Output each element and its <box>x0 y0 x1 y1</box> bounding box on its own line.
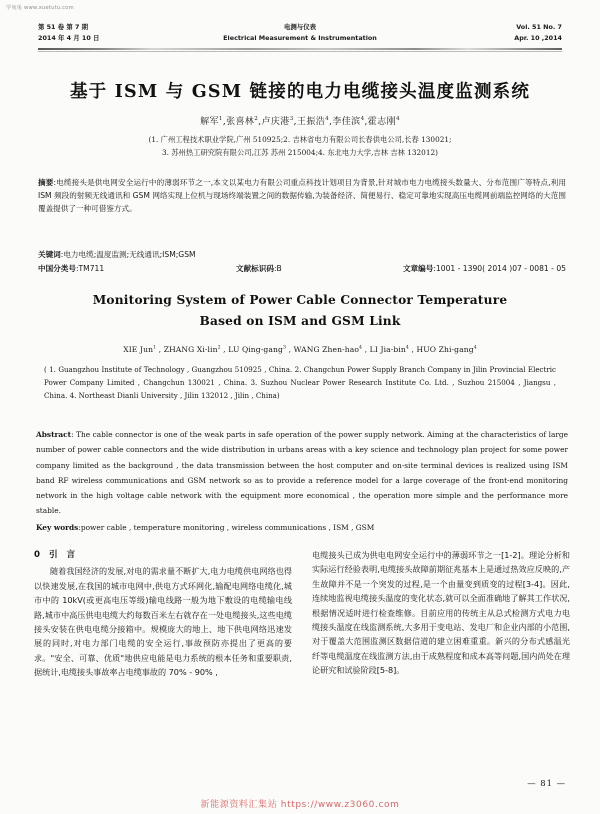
running-head-center <box>223 22 377 43</box>
volume-issue: 第 51 卷 第 7 期 <box>38 23 89 31</box>
top-watermark: 学兔兔 www.xuetutu.com <box>6 5 74 11</box>
authors-cn: 解军$^1$,张喜林$^2$,卢庆港$^3$,王振浩$^4$,李佳滨$^4$,霍志刚$^4$ <box>200 116 400 127</box>
body-column-right <box>312 548 570 678</box>
header-rule-thin <box>38 51 562 52</box>
abstract-en-label: Abstract <box>36 430 72 439</box>
clc-number <box>38 262 104 275</box>
body-column-left <box>34 548 292 680</box>
journal-name-en: Electrical Measurement & Instrumentation <box>223 34 377 42</box>
abstract-en <box>36 427 568 519</box>
page-title-en-line2: Based on ISM and GSM Link <box>199 314 401 328</box>
metadata-row <box>38 262 566 275</box>
running-head-left <box>38 22 99 43</box>
keywords-cn-text: :电力电缆;温度监测;无线通讯;ISM;GSM <box>60 250 196 259</box>
section-heading-introduction: 0 引 言 <box>34 550 79 560</box>
body-columns <box>34 548 570 770</box>
journal-name-cn: 电测与仪表 <box>284 23 316 31</box>
page-title-en-line1: Monitoring System of Power Cable Connector Temperature <box>92 293 508 307</box>
volume-issue-en: Vol. 51 No. 7 <box>516 23 562 31</box>
article-number-value: :1001 - 1390( 2014 )07 - 0081 - 05 <box>433 264 566 273</box>
keywords-en-label: Key words <box>36 523 79 532</box>
keywords-en-text: :power cable , temperature monitoring , wireless communications , ISM , GSM <box>78 523 375 532</box>
header-rule <box>38 48 562 50</box>
running-head <box>38 22 562 48</box>
affiliation-en: ( 1. Guangzhou Institute of Technology , Guangzhou 510925 , China. 2. Changchun Power Supply Branch Company in Jilin Provincial Electric Power Company Limited , Changchun 130021 , China. 3. Suzhou Nuclear Power Research Institute Co. Ltd. , Suzhou 215004 , Jiangsu , China. 4. Northeast Dianli University , Jilin 132012 , Jilin , China) <box>44 365 556 401</box>
clc-value: :TM711 <box>75 264 105 273</box>
clc-label: 中国分类号 <box>38 264 76 273</box>
affiliation-cn <box>52 134 548 159</box>
body-paragraph-right: 电缆接头已成为供电电网安全运行中的薄弱环节之一[1-2]。理论分析和实际运行经验表明,电缆接头故障前期征兆基本上是通过热效应反映的,产生故障并不是一个突发的过程,是一个由量变到质变的过程[3-4]。因此,连续地监视电缆接头温度的变化状态,就可以全面准确地了解其工作状况,根据情况适时进行检查维修。目前应用的传统主从总式检测方式电力电缆接头温度在线监测系统,大多用于变电站、发电厂和企业内部的小范围,对于覆盖大范围监测区数据信道的建立困难重重。新兴的分布式感温光纤等电缆温度在线监测方法,由于成熟程度和成本高等问题,国内尚处在理论研究和试验阶段[5-8]。 <box>312 550 570 676</box>
running-head-right <box>514 22 562 43</box>
doc-code-value: :B <box>273 264 282 273</box>
abstract-en-text: : The cable connector is one of the weak parts in safe operation of the power supply network. Aiming at the characteristics of large number of power cable connectors and the wide distribution in urbans areas with a key science and technology plan project for some power company limited as the background , the data transmission between the host computer and on-site terminal devices is realized using ISM band RF wireless communications and GSM network so as to provide a reference model for a large coverage of the front-end monitoring network in the high voltage cable network with the equipment more economical , the operation more simple and the performance more stable. <box>36 430 568 516</box>
authors-en: XIE Jun$^1$ , ZHANG Xi-lin$^2$ , LU Qing-gang$^3$ , WANG Zhen-hao$^4$ , LI Jia-bin$^4$ , HUO Zhi-gang$^4$ <box>123 345 477 354</box>
keywords-en <box>36 520 568 535</box>
article-number <box>403 262 566 275</box>
doc-code-label: 文献标识码 <box>236 264 274 273</box>
publication-date: 2014 年 4 月 10 日 <box>38 34 100 42</box>
body-paragraph-left: 随着我国经济的发展,对电的需求量不断扩大,电力电缆供电网络也得以快速发展,在我国的城市电网中,供电方式环网化,输配电网络电缆化,城市中的 10kV(或更高电压等级)输电线路一般为地下敷设的电缆输电线路,城市中高压供电电缆大约每数百米左右就存在一处电缆接头,这些电缆接头安装在供电电缆分接箱中。规模庞大的地上、地下供电网络迅速发展的同时,对电力部门电缆的安全运行,事故预防亦提出了更高的要求。"安全、可靠、优质"地供应电能是电力系统的根本任务和重要职责,据统计,电缆接头事故率占电缆事故的 70% - 90% , <box>34 566 292 678</box>
abstract-cn <box>38 176 566 215</box>
page-number: — 81 — <box>527 778 566 788</box>
abstract-cn-text: :电缆接头是供电网安全运行中的薄弱环节之一,本文以某电力有限公司重点科技计划项目为背景,针对城市电力电缆接头数量大、分布范围广等特点,利用 ISM 频段的射频无线通讯和 GSM 网络实现上位机与现场终端装置之间的数据传输,为装备经济、简便易行、稳定可靠地实现高压电缆网前端监控网络的大范围覆盖提供了一种可借鉴方式。 <box>38 178 567 214</box>
document-code <box>236 262 282 275</box>
article-number-label: 文章编号 <box>402 264 434 273</box>
abstract-cn-label: 摘要 <box>38 178 54 187</box>
bottom-watermark: 新能源资料汇集站 https://www.z3060.com <box>200 800 400 810</box>
page-title-cn: 基于 ISM 与 GSM 链接的电力电缆接头温度监测系统 <box>69 82 531 102</box>
keywords-cn-label: 关键词 <box>38 250 61 259</box>
affiliation-cn-line2: 3. 苏州热工研究院有限公司,江苏 苏州 215004;4. 东北电力大学,吉林 吉林 132012) <box>162 147 438 157</box>
affiliation-cn-line1: (1. 广州工程技术职业学院,广州 510925;2. 吉林省电力有限公司长春供电公司,长春 130021; <box>148 135 452 144</box>
keywords-cn <box>38 248 566 261</box>
publication-date-en: Apr. 10 ,2014 <box>514 34 562 42</box>
